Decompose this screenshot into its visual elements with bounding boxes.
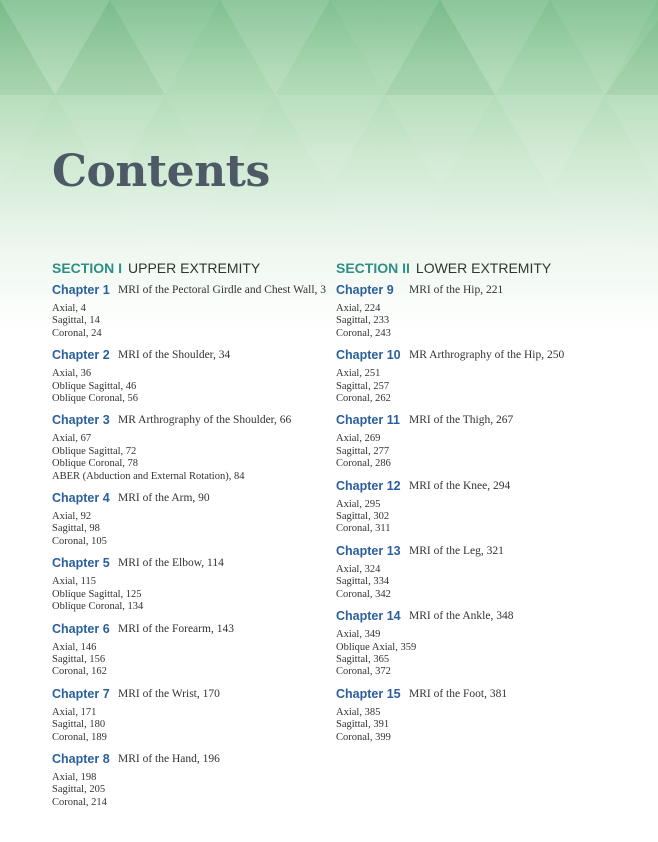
section-column-upper <box>52 259 342 809</box>
subentry: Coronal, 24 <box>52 327 102 339</box>
chapter-number: Chapter 8 <box>52 751 110 766</box>
chapter-subentries <box>336 629 626 679</box>
section-heading <box>336 259 626 277</box>
chapter-subentries <box>52 368 342 405</box>
chapter-title: MRI of the Foot, 381 <box>409 687 508 700</box>
section-column-lower <box>336 259 626 744</box>
subentry: Axial, 67 <box>52 433 92 445</box>
chapter-title: MRI of the Elbow, 114 <box>118 557 224 570</box>
chapter-number: Chapter 12 <box>336 478 401 493</box>
chapter-subentries <box>52 433 342 483</box>
chapter-entry-6[interactable] <box>52 622 342 636</box>
chapter-entry-11[interactable] <box>336 413 626 427</box>
chapter-subentries <box>336 499 626 536</box>
chapter-entry-3[interactable] <box>52 413 342 427</box>
chapter-title: MRI of the Leg, 321 <box>409 544 504 557</box>
chapter-entry-2[interactable] <box>52 348 342 362</box>
subentry: Axial, 36 <box>52 368 92 380</box>
chapter-number: Chapter 9 <box>336 283 394 297</box>
subentry: Axial, 198 <box>52 771 97 783</box>
subentry: Sagittal, 180 <box>52 719 106 731</box>
chapter-number: Chapter 5 <box>52 556 110 571</box>
subentry: Oblique Sagittal, 125 <box>52 588 142 600</box>
subentry: Coronal, 372 <box>336 666 391 678</box>
subentry: Coronal, 243 <box>336 327 391 339</box>
subentry: Oblique Coronal, 78 <box>52 458 139 470</box>
subentry: Axial, 115 <box>52 576 96 588</box>
subentry: Axial, 146 <box>52 641 97 653</box>
chapter-entry-1[interactable] <box>52 283 342 297</box>
chapter-entry-8[interactable] <box>52 752 342 766</box>
chapter-title: MRI of the Wrist, 170 <box>118 687 220 700</box>
subentry: Oblique Axial, 359 <box>336 641 417 653</box>
subentry: Sagittal, 257 <box>336 380 390 392</box>
chapter-subentries <box>336 564 626 601</box>
chapter-title: MRI of the Forearm, 143 <box>118 622 234 635</box>
chapter-entry-12[interactable] <box>336 479 626 493</box>
subentry: Axial, 224 <box>336 303 381 314</box>
subentry: Axial, 269 <box>336 433 381 445</box>
subentry: Axial, 92 <box>52 511 92 523</box>
subentry: Sagittal, 302 <box>336 511 390 523</box>
subentry: Axial, 171 <box>52 706 97 718</box>
subentry: Oblique Sagittal, 72 <box>52 445 137 457</box>
chapter-number: Chapter 15 <box>336 686 401 701</box>
chapter-subentries <box>336 368 626 405</box>
subentry: Axial, 385 <box>336 706 381 718</box>
chapter-title: MRI of the Hand, 196 <box>118 752 220 765</box>
chapter-title: MRI of the Hip, 221 <box>409 284 504 296</box>
chapter-entry-13[interactable] <box>336 544 626 558</box>
chapter-title: MRI of the Ankle, 348 <box>409 610 514 623</box>
subentry: Sagittal, 365 <box>336 653 390 665</box>
subentry: Sagittal, 14 <box>52 315 100 327</box>
section-number: SECTION I <box>52 260 123 276</box>
subentry: Sagittal, 156 <box>52 653 106 665</box>
chapter-subentries <box>336 303 626 340</box>
chapter-subentries <box>336 707 626 744</box>
chapter-title: MR Arthrography of the Shoulder, 66 <box>118 414 292 427</box>
subentry: Oblique Coronal, 134 <box>52 601 144 613</box>
subentry: Sagittal, 233 <box>336 315 390 327</box>
subentry: Sagittal, 277 <box>336 445 390 457</box>
subentry: Coronal, 105 <box>52 535 107 547</box>
chapter-number: Chapter 7 <box>52 686 110 701</box>
subentry: Coronal, 311 <box>336 523 391 535</box>
chapter-number: Chapter 3 <box>52 413 110 428</box>
chapter-number: Chapter 11 <box>336 413 400 428</box>
chapter-number: Chapter 2 <box>52 348 110 363</box>
chapter-number: Chapter 13 <box>336 543 401 558</box>
section-name: UPPER EXTREMITY <box>128 260 261 276</box>
chapter-entry-9[interactable] <box>336 283 626 297</box>
chapter-title: MRI of the Shoulder, 34 <box>118 349 231 362</box>
chapter-title: MRI of the Pectoral Girdle and Chest Wall, 3 <box>118 284 327 296</box>
chapter-number: Chapter 4 <box>52 491 110 506</box>
chapter-title: MR Arthrography of the Hip, 250 <box>409 349 565 362</box>
chapter-entry-14[interactable] <box>336 609 626 623</box>
subentry: Coronal, 162 <box>52 666 107 678</box>
subentry: Oblique Coronal, 56 <box>52 393 139 405</box>
chapter-entry-5[interactable] <box>52 556 342 570</box>
chapter-title: MRI of the Knee, 294 <box>409 479 511 492</box>
chapter-number: Chapter 10 <box>336 348 401 363</box>
subentry: Coronal, 399 <box>336 731 391 743</box>
section-heading <box>52 259 342 277</box>
section-name: LOWER EXTREMITY <box>415 260 552 276</box>
subentry: Axial, 251 <box>336 368 381 380</box>
subentry: Coronal, 342 <box>336 588 391 600</box>
chapter-title: MRI of the Thigh, 267 <box>409 414 514 427</box>
chapter-number: Chapter 1 <box>52 283 110 297</box>
chapter-subentries <box>52 511 342 548</box>
chapter-entry-10[interactable] <box>336 348 626 362</box>
subentry: Axial, 349 <box>336 629 381 641</box>
subentry: ABER (Abduction and External Rotation), 84 <box>52 470 245 482</box>
chapter-number: Chapter 14 <box>336 609 401 624</box>
subentry: Sagittal, 334 <box>336 576 390 588</box>
subentry: Axial, 295 <box>336 498 381 510</box>
subentry: Coronal, 286 <box>336 458 391 470</box>
subentry: Oblique Sagittal, 46 <box>52 380 137 392</box>
chapter-subentries <box>336 433 626 470</box>
page-title: Contents <box>52 146 270 197</box>
subentry: Sagittal, 98 <box>52 523 100 535</box>
chapter-subentries <box>52 772 342 809</box>
chapter-subentries <box>52 707 342 744</box>
section-number: SECTION II <box>336 260 410 276</box>
subentry: Sagittal, 391 <box>336 719 390 731</box>
subentry: Coronal, 214 <box>52 796 107 808</box>
chapter-subentries <box>52 303 342 340</box>
subentry: Coronal, 189 <box>52 731 107 743</box>
subentry: Sagittal, 205 <box>52 784 106 796</box>
chapter-entry-7[interactable] <box>52 687 342 701</box>
subentry: Coronal, 262 <box>336 393 391 405</box>
chapter-number: Chapter 6 <box>52 621 110 636</box>
chapter-entry-15[interactable] <box>336 687 626 701</box>
subentry: Axial, 4 <box>52 303 86 314</box>
chapter-subentries <box>52 642 342 679</box>
chapter-entry-4[interactable] <box>52 491 342 505</box>
chapter-subentries <box>52 576 342 613</box>
subentry: Axial, 324 <box>336 563 381 575</box>
chapter-title: MRI of the Arm, 90 <box>118 492 210 505</box>
